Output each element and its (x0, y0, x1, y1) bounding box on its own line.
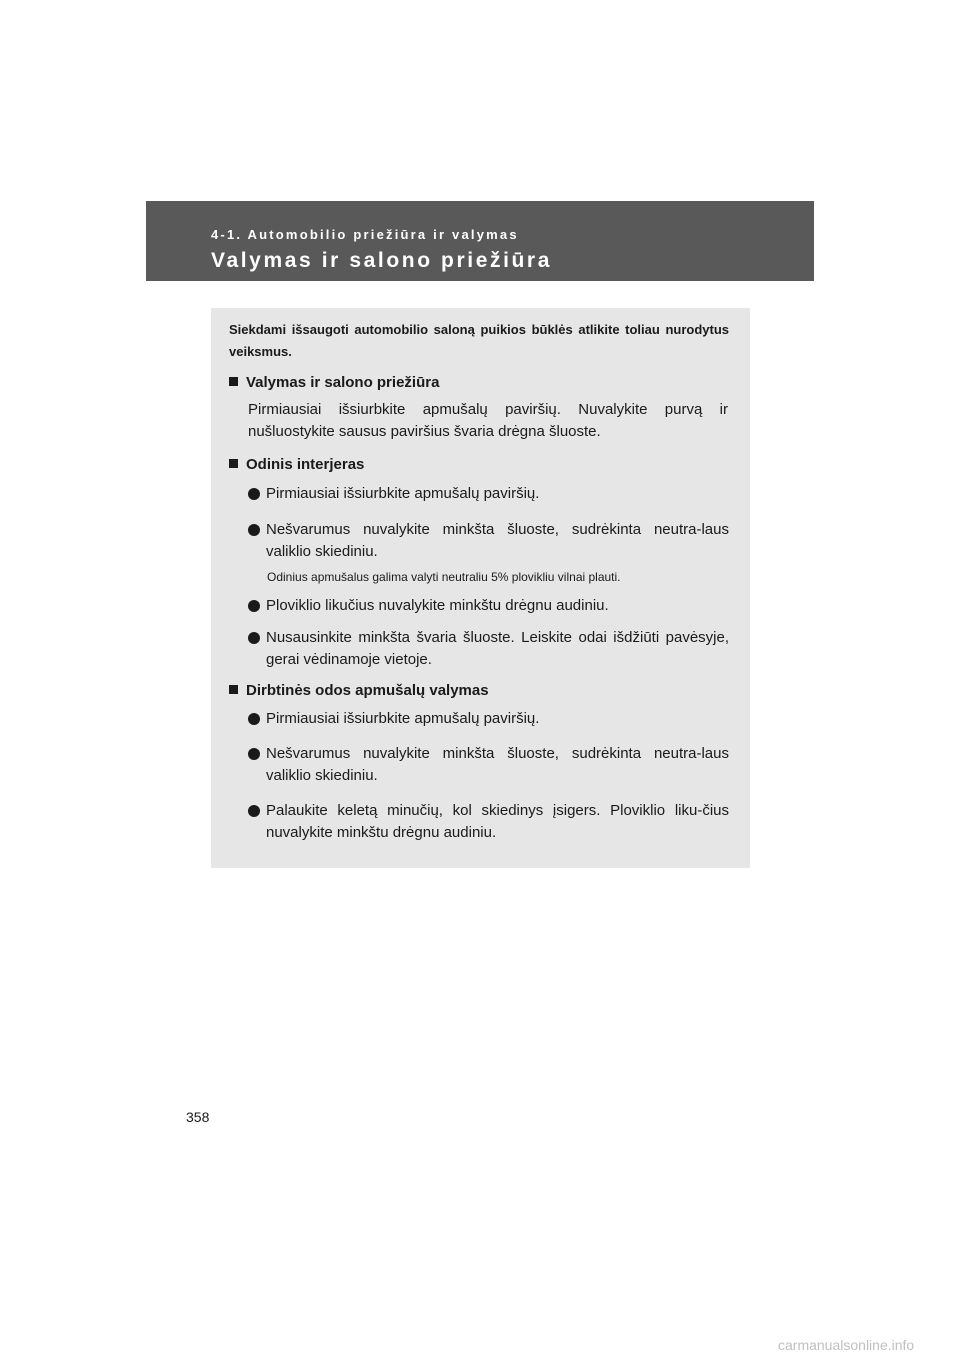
section-heading-text: Odinis interjeras (246, 456, 365, 473)
section-heading-faux-leather (229, 682, 489, 699)
section-paragraph: Pirmiausiai išsiurbkite apmušalų paviršių. Nuvalykite purvą ir nušluostykite sausus paviršius švaria drėgna šluoste. (248, 401, 728, 440)
section-heading-cleaning (229, 374, 439, 391)
list-item-text: Pirmiausiai išsiurbkite apmušalų paviršių. (266, 485, 540, 502)
list-item (248, 519, 729, 563)
bullet-dot-icon (248, 632, 260, 644)
list-item-text: Nešvarumus nuvalykite minkšta šluoste, sudrėkinta neutra-laus valiklio skiediniu. (266, 521, 729, 560)
list-item-text: Pirmiausiai išsiurbkite apmušalų paviršių. (266, 710, 540, 727)
intro-text: Siekdami išsaugoti automobilio saloną puikios būklės atlikite toliau nurodytus veiksmus. (229, 322, 729, 359)
watermark: carmanualsonline.info (778, 1337, 915, 1353)
page-title: Valymas ir salono priežiūra (211, 249, 552, 272)
list-item-text: Palaukite keletą minučių, kol skiedinys įsigers. Ploviklio liku-čius nuvalykite minkštu drėgnu audiniu. (266, 802, 729, 841)
bullet-dot-icon (248, 524, 260, 536)
square-bullet-icon (229, 685, 238, 694)
list-item (248, 708, 729, 730)
list-item (248, 800, 729, 844)
section-label: 4-1. Automobilio priežiūra ir valymas (211, 227, 519, 242)
section-heading-leather (229, 456, 364, 473)
bullet-dot-icon (248, 488, 260, 500)
bullet-dot-icon (248, 748, 260, 760)
list-item-text: Ploviklio likučius nuvalykite minkštu drėgnu audiniu. (266, 597, 609, 614)
bullet-dot-icon (248, 713, 260, 725)
section-heading-text: Dirbtinės odos apmušalų valymas (246, 682, 489, 699)
bullet-dot-icon (248, 805, 260, 817)
content-panel (211, 308, 750, 868)
list-item (248, 743, 729, 787)
square-bullet-icon (229, 377, 238, 386)
list-item (248, 483, 729, 505)
section-heading-text: Valymas ir salono priežiūra (246, 374, 440, 391)
list-item-text: Nešvarumus nuvalykite minkšta šluoste, sudrėkinta neutra-laus valiklio skiediniu. (266, 745, 729, 784)
section-header (146, 201, 814, 281)
note-text: Odinius apmušalus galima valyti neutraliu 5% plovikliu vilnai plauti. (267, 570, 621, 584)
list-item (248, 595, 729, 617)
page-number: 358 (186, 1109, 210, 1125)
list-item (248, 627, 729, 671)
list-item-text: Nusausinkite minkšta švaria šluoste. Leiskite odai išdžiūti pavėsyje, gerai vėdinamoje vietoje. (266, 629, 729, 668)
bullet-dot-icon (248, 600, 260, 612)
square-bullet-icon (229, 459, 238, 468)
